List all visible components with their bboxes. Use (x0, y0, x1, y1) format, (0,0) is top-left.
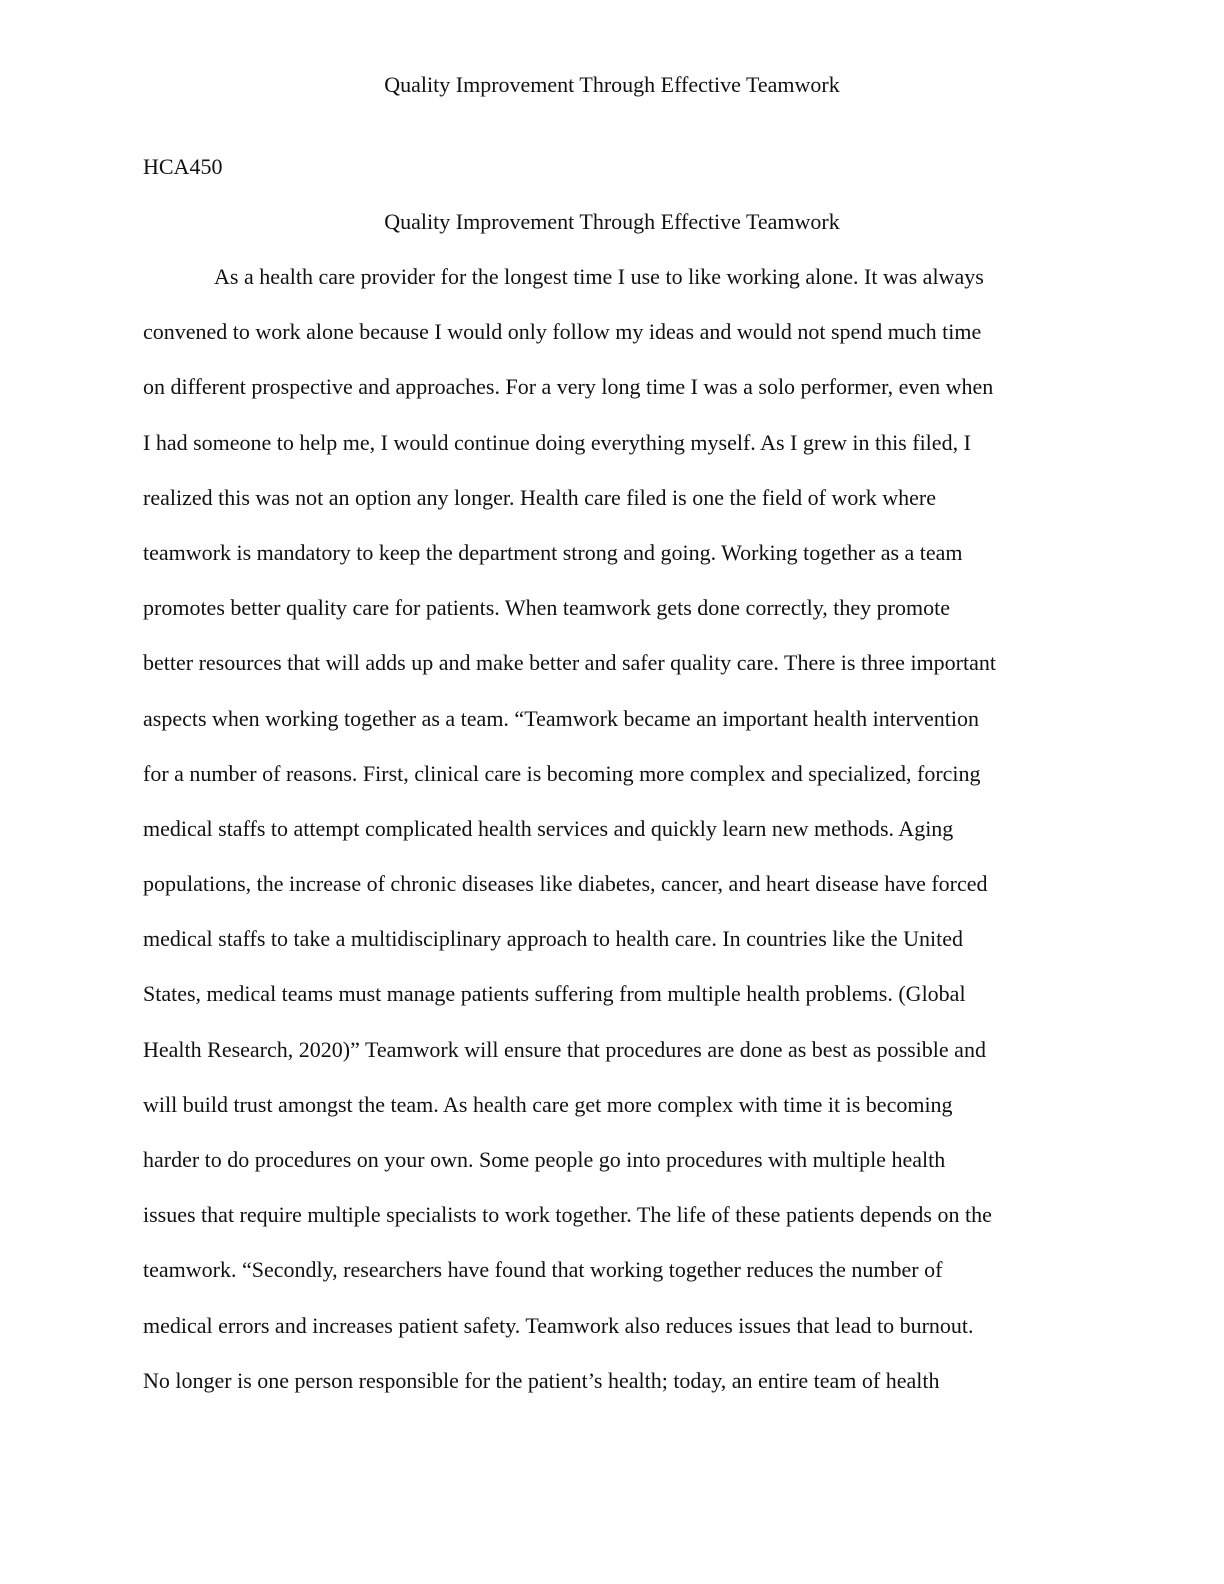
body-line: realized this was not an option any longer. Health care filed is one the field of work where (143, 484, 936, 510)
body-line: teamwork. “Secondly, researchers have found that working together reduces the number of (143, 1257, 943, 1283)
body-line: populations, the increase of chronic diseases like diabetes, cancer, and heart disease have forced (143, 871, 988, 897)
body-line: convened to work alone because I would only follow my ideas and would not spend much time (143, 319, 982, 345)
body-line: States, medical teams must manage patients suffering from multiple health problems. (Global (143, 981, 966, 1007)
body-line: for a number of reasons. First, clinical care is becoming more complex and specialized, forcing (143, 760, 981, 786)
body-line: No longer is one person responsible for the patient’s health; today, an entire team of health (143, 1367, 940, 1393)
body-line: issues that require multiple specialists to work together. The life of these patients depends on the (143, 1202, 992, 1228)
body-line: promotes better quality care for patients. When teamwork gets done correctly, they promote (143, 595, 950, 621)
body-line: As a health care provider for the longest time I use to like working alone. It was always (214, 264, 984, 289)
body-line: medical errors and increases patient safety. Teamwork also reduces issues that lead to burnout. (143, 1312, 974, 1338)
body-line: I had someone to help me, I would continue doing everything myself. As I grew in this filed, I (143, 429, 971, 455)
body-line: aspects when working together as a team. “Teamwork became an important health intervention (143, 705, 979, 731)
course-code: HCA450 (143, 154, 223, 179)
body-line: medical staffs to take a multidisciplinary approach to health care. In countries like the United (143, 926, 964, 952)
body-line: medical staffs to attempt complicated health services and quickly learn new methods. Aging (143, 815, 954, 841)
running-head-title: Quality Improvement Through Effective Teamwork (384, 72, 840, 97)
body-line: better resources that will adds up and make better and safer quality care. There is three important (143, 650, 996, 676)
body-line: on different prospective and approaches. For a very long time I was a solo performer, even when (143, 374, 994, 400)
body-line: will build trust amongst the team. As health care get more complex with time it is becoming (143, 1091, 953, 1117)
essay-body (143, 262, 1103, 1421)
body-line: teamwork is mandatory to keep the department strong and going. Working together as a team (143, 539, 963, 565)
essay-title: Quality Improvement Through Effective Teamwork (384, 209, 840, 234)
body-line: Health Research, 2020)” Teamwork will ensure that procedures are done as best as possible and (143, 1036, 986, 1062)
body-line: harder to do procedures on your own. Some people go into procedures with multiple health (143, 1147, 946, 1172)
